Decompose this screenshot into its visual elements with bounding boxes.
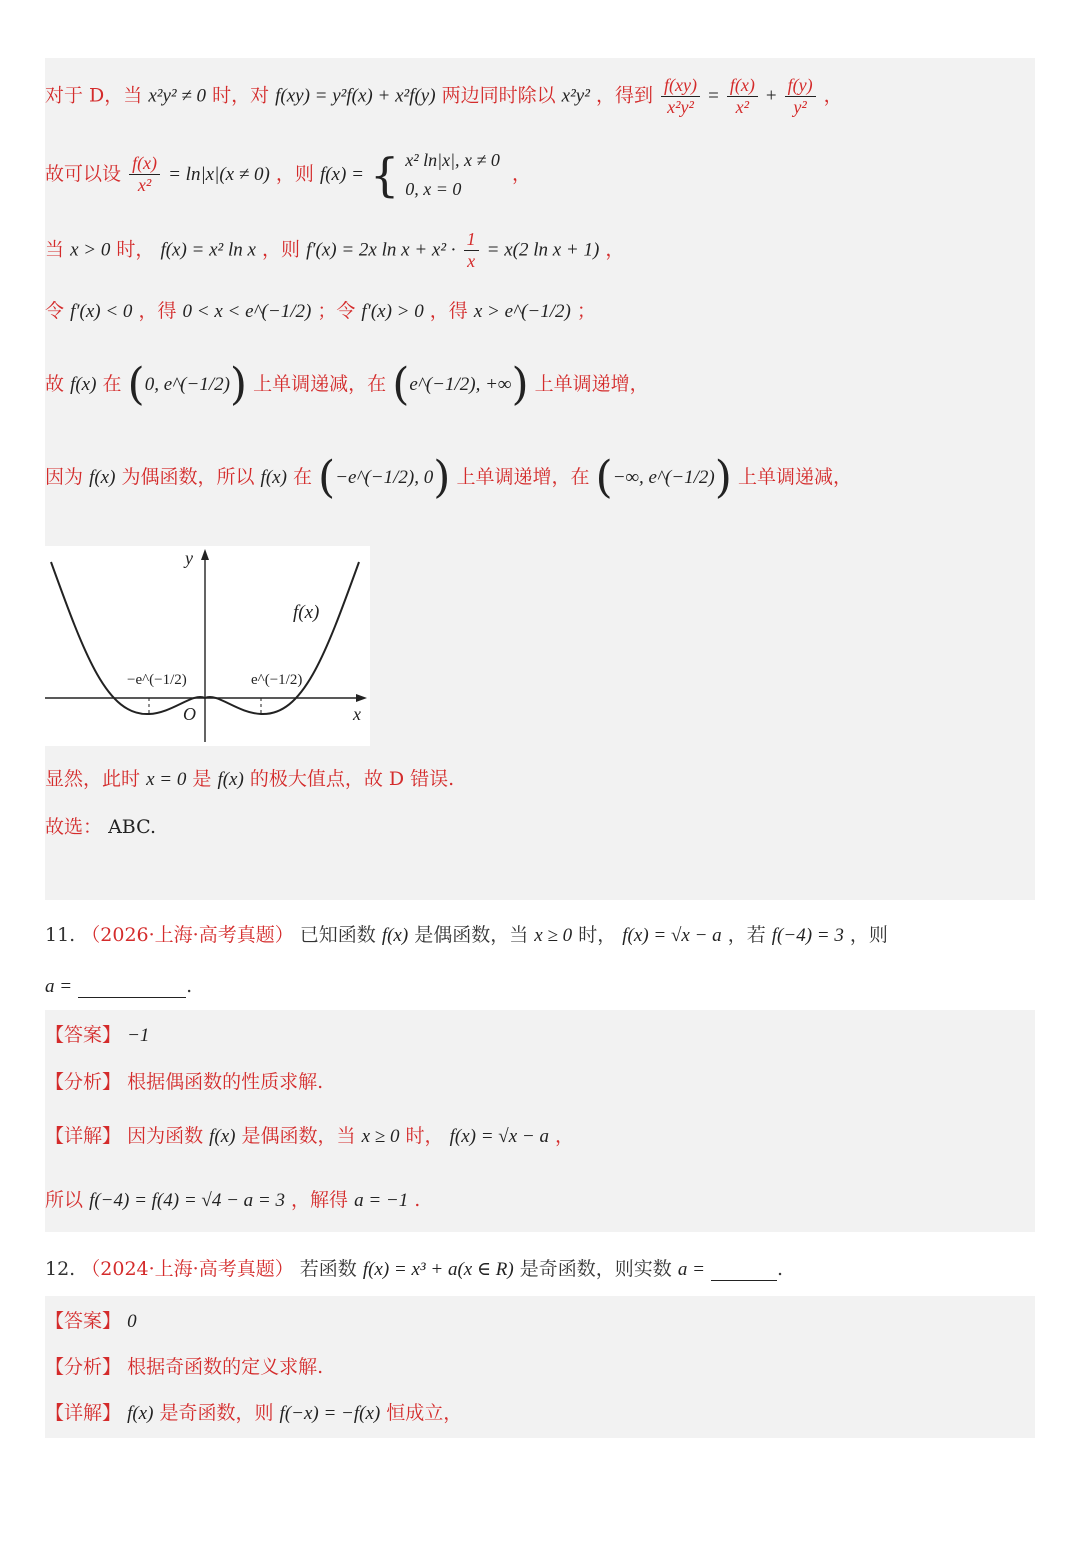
answer-blank[interactable] bbox=[78, 975, 186, 998]
solution-panel-10 bbox=[45, 58, 1035, 900]
solution-line-1: 对于 D，当 x²y² ≠ 0 时，对 f(xy) = y²f(x) + x²f(y) 两边同时除以 x²y² ，得到 $\frac{f(xy)}{\text{x²y²}}$ = $\frac{f(x)}{\text{x²}}$ + $\frac{f(y)}{\text{y²}}$ ， bbox=[45, 75, 843, 117]
answer-blank[interactable] bbox=[711, 1258, 777, 1281]
detail-line-1: 【详解】 f(x) 是奇函数，则 f(−x) = −f(x) 恒成立， bbox=[45, 1402, 463, 1424]
solution-line-2: 故可以设 $\frac{f(x)}{\text{x²}}$ = ln|x|(x ≠ 0) ，则 f(x) = { x² ln|x|, x ≠ 0 0, x = 0 ， bbox=[45, 147, 531, 202]
analysis-line: 【分析】 根据偶函数的性质求解. bbox=[45, 1071, 324, 1093]
question-12: 12. （2024·上海·高考真题） 若函数 f(x) = x³ + a(x ∈ R) 是奇函数，则实数 a = . bbox=[45, 1258, 783, 1280]
origin-label: O bbox=[183, 704, 196, 724]
answer-line: 【答案】 −1 bbox=[45, 1024, 150, 1046]
solution-line-8: 故选： ABC. bbox=[45, 816, 156, 838]
answer-line: 【答案】 0 bbox=[45, 1310, 137, 1332]
solution-line-7: 显然，此时 x = 0 是 f(x) 的极大值点，故 D 错误. bbox=[45, 768, 455, 790]
question-11-line-2: a = . bbox=[45, 975, 193, 997]
solution-line-3: 当 x > 0 时， f(x) = x² ln x ，则 f′(x) = 2x ln x + x² · $\frac{1}{x}$ = x(2 ln x + 1) ， bbox=[45, 229, 625, 271]
answer-panel-11 bbox=[45, 1010, 1035, 1232]
analysis-line: 【分析】 根据奇函数的定义求解. bbox=[45, 1356, 324, 1378]
piecewise-cases: x² ln|x|, x ≠ 0 0, x = 0 bbox=[405, 150, 500, 199]
fraction: $\frac{f(x)}{\text{x²}}$ bbox=[727, 76, 758, 117]
fraction: $\frac{f(xy)}{\text{x²y²}}$ bbox=[661, 76, 700, 117]
solution-line-6: 因为 f(x) 为偶函数，所以 f(x) 在 (−e^(−1/2), 0) 上单调递增，在 (−∞, e^(−1/2)) 上单调递减， bbox=[45, 452, 852, 503]
solution-line-4: 令 f′(x) < 0 ，得 0 < x < e^(−1/2) ；令 f′(x) > 0 ，得 x > e^(−1/2) ； bbox=[45, 300, 596, 322]
function-graph bbox=[45, 546, 370, 746]
fraction: $\frac{1}{x}$ bbox=[464, 230, 479, 271]
x-axis-label: x bbox=[353, 704, 361, 724]
curve-label: f(x) bbox=[293, 602, 320, 623]
fraction: $\frac{f(x)}{\text{x²}}$ bbox=[129, 154, 160, 195]
detail-line-2: 所以 f(−4) = f(4) = √4 − a = 3 ，解得 a = −1 . bbox=[45, 1189, 421, 1211]
right-tick-label: e^(−1/2) bbox=[251, 672, 303, 688]
question-11: 11. （2026·上海·高考真题） 已知函数 f(x) 是偶函数，当 x ≥ 0 时， f(x) = √x − a ，若 f(−4) = 3 ，则 bbox=[45, 924, 888, 946]
left-tick-label: −e^(−1/2) bbox=[127, 672, 187, 688]
answer-panel-12 bbox=[45, 1296, 1035, 1438]
y-axis-label: y bbox=[185, 548, 193, 568]
graph-background bbox=[45, 546, 370, 746]
fraction: $\frac{f(y)}{\text{y²}}$ bbox=[785, 76, 816, 117]
solution-line-5: 故 f(x) 在 (0, e^(−1/2)) 上单调递减，在 (e^(−1/2), +∞) 上单调递增， bbox=[45, 359, 649, 410]
detail-line-1: 【详解】 因为函数 f(x) 是偶函数，当 x ≥ 0 时， f(x) = √x − a ， bbox=[45, 1125, 575, 1147]
